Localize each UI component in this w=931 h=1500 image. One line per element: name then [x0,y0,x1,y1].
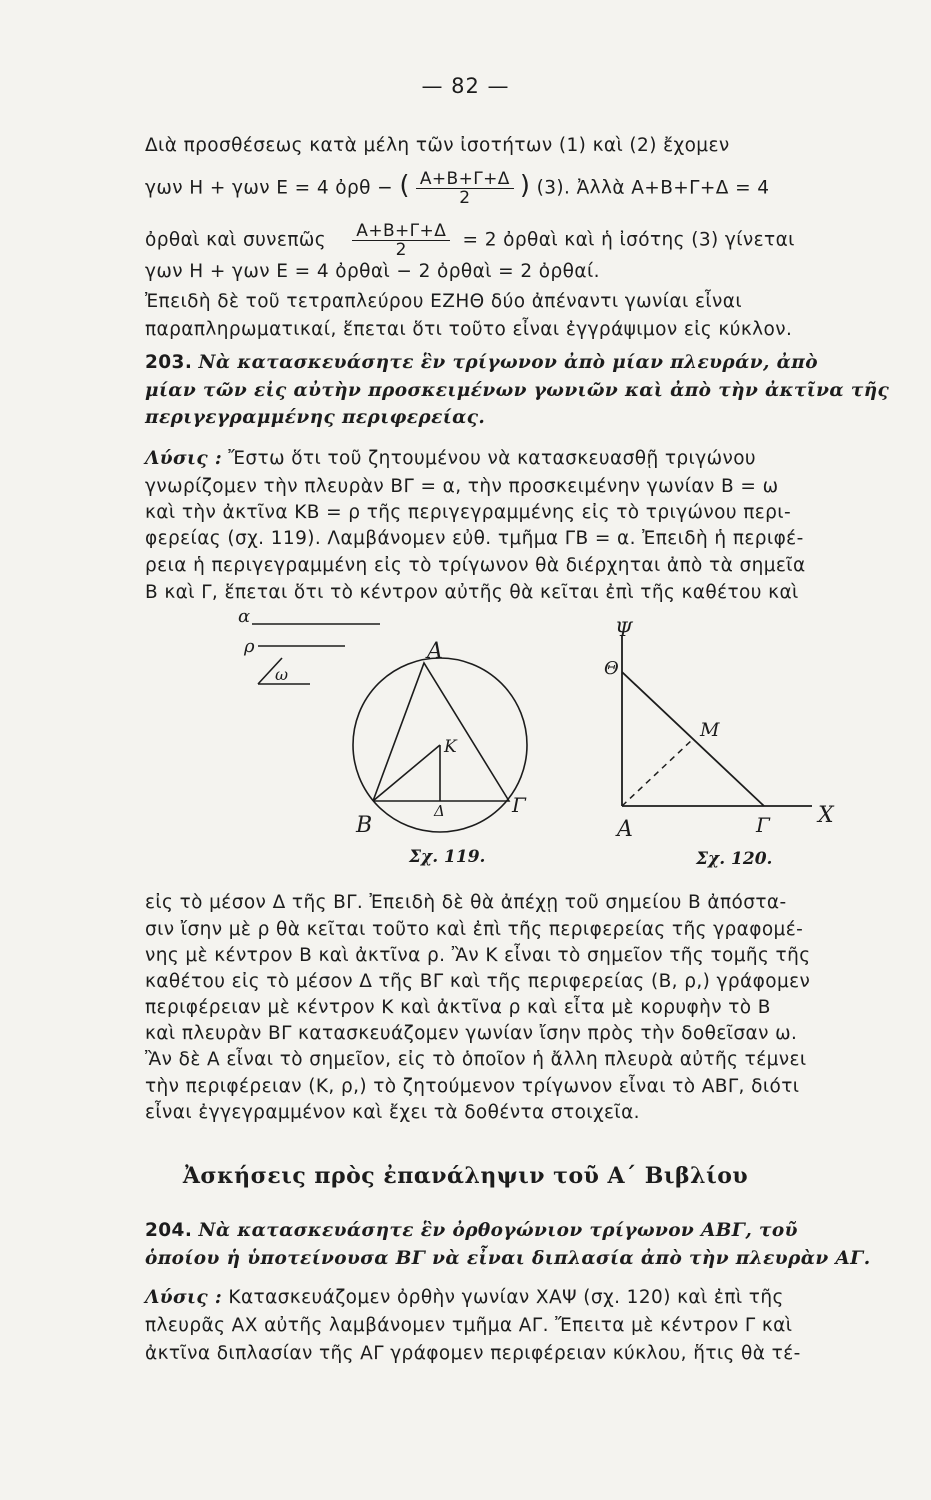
text-line: καθέτου εἰς τὸ μέσον Δ τῆς ΒΓ καὶ τῆς περιφερείας (Β, ρ,) γράφομεν [145,971,811,992]
text-line: ἀκτῖνα διπλασίαν τῆς ΑΓ γράφομεν περιφέρειαν κύκλου, ἥτις θὰ τέ- [145,1343,801,1364]
equation-text: γων Η + γων Ε = 4 ὀρθ − [145,177,394,199]
text-line: καὶ τὴν ἀκτῖνα ΚΒ = ρ τῆς περιγεγραμμένης εἰς τὸ τριγώνου περι- [145,502,792,523]
figure-119 [353,639,527,867]
problem-statement: μίαν τῶν εἰς αὐτὴν προσκειμένων γωνιῶν καὶ ἀπὸ τὴν ἀκτῖνα τῆς [145,380,890,401]
text-line: Ἐπειδὴ δὲ τοῦ τετραπλεύρου ΕΖΗΘ δύο ἀπέναντι γωνίαι εἶναι [145,291,742,312]
point-g-label: Γ [512,793,526,817]
fraction-numerator: Α+Β+Γ+Δ [416,170,514,189]
paren-open: ( [399,170,410,201]
fraction-numerator: Α+Β+Γ+Δ [352,222,450,241]
point-g-label: Γ [756,813,770,837]
text-line: τὴν περιφέρειαν (Κ, ρ,) τὸ ζητούμενον τρίγωνον εἶναι τὸ ΑΒΓ, διότι [145,1076,800,1097]
figure-119-caption: Σχ. 119. [409,847,486,867]
solution-text: Ἔστω ὅτι τοῦ ζητουμένου νὰ κατασκευασθῇ τριγώνου [228,448,757,469]
equation-text: ὀρθαὶ καὶ συνεπῶς [145,229,327,251]
equation-text: = 2 ὀρθαὶ καὶ ἡ ἰσότης (3) γίνεται [462,229,795,251]
point-theta-label: Θ [604,658,619,679]
text-line: ρεια ἡ περιγεγραμμένη εἰς τὸ τρίγωνον θὰ διέρχηται ἀπὸ τὰ σημεῖα [145,555,806,576]
omega-label: ω [275,665,289,684]
equation-text: (3). Ἀλλὰ Α+Β+Γ+Δ = 4 [536,177,770,199]
page-number: — 82 — [421,74,510,98]
text-line: νης μὲ κέντρον Β καὶ ἀκτῖνα ρ. Ἂν Κ εἶναι τὸ σημεῖον τῆς τομῆς τῆς [145,945,811,966]
point-b-label: Β [356,813,373,838]
problem-number: 203. [145,352,193,373]
text-line: Ἂν δὲ Α εἶναι τὸ σημεῖον, εἰς τὸ ὁποῖον ἡ ἄλλη πλευρὰ αὐτῆς τέμνει [145,1049,807,1070]
point-x-label: Χ [818,803,834,828]
problem-number: 204. [145,1220,193,1241]
solution-text: Κατασκευάζομεν ὀρθὴν γωνίαν ΧΑΨ (σχ. 120) καὶ ἐπὶ τῆς [228,1287,784,1308]
section-heading: Ἀσκήσεις πρὸς ἐπανάληψιν τοῦ Α΄ Βιβλίου [182,1163,749,1189]
point-k-label: Κ [444,737,457,757]
text-line: παραπληρωματικαί, ἕπεται ὅτι τοῦτο εἶναι ἐγγράψιμον εἰς κύκλον. [145,319,793,340]
fraction-denominator: 2 [459,188,471,208]
figure-120 [604,617,835,869]
text-line: Διὰ προσθέσεως κατὰ μέλη τῶν ἰσοτήτων (1) καὶ (2) ἔχομεν [145,135,730,156]
problem-statement: ὁποίου ἡ ὑποτείνουσα ΒΓ νὰ εἶναι διπλασία ἀπὸ τὴν πλευρὰν ΑΓ. [145,1248,871,1269]
figure-120-caption: Σχ. 120. [696,849,773,869]
solution-line [145,1285,915,1311]
rho-label: ρ [244,636,255,657]
point-d-label: Δ [434,802,445,820]
solution-label: Λύσις : [145,1287,223,1308]
text-line: εἶναι ἐγγεγραμμένον καὶ ἔχει τὰ δοθέντα στοιχεῖα. [145,1102,640,1123]
point-m-label: Μ [700,719,720,741]
text-line: φερείας (σχ. 119). Λαμβάνομεν εὐθ. τμῆμα ΓΒ = α. Ἐπειδὴ ἡ περιφέ- [145,528,804,549]
text-line: περιφέρειαν μὲ κέντρον Κ καὶ ἀκτῖνα ρ καὶ εἶτα μὲ κορυφὴν τὸ Β [145,997,771,1018]
text-line: σιν ἴσην μὲ ρ θὰ κεῖται τοῦτο καὶ ἐπὶ τῆς περιφερείας τῆς γραφομέ- [145,919,804,940]
point-psi-label: Ψ [615,617,633,641]
fraction-denominator: 2 [395,240,407,260]
alpha-label: α [238,606,251,627]
problem-204-line [145,1218,915,1244]
paren-close: ) [519,170,531,201]
text-line: γνωρίζομεν τὴν πλευρὰν ΒΓ = α, τὴν προσκειμένην γωνίαν Β = ω [145,476,779,497]
text-line: εἰς τὸ μέσον Δ τῆς ΒΓ. Ἐπειδὴ δὲ θὰ ἀπέχῃ τοῦ σημείου Β ἀπόστα- [145,892,787,913]
problem-statement: Νὰ κατασκευάσητε ἓν τρίγωνον ἀπὸ μίαν πλευράν, ἀπὸ [198,352,818,373]
given-data [238,606,380,684]
text-line: Β καὶ Γ, ἕπεται ὅτι τὸ κέντρον αὐτῆς θὰ κεῖται ἐπὶ τῆς καθέτου καὶ [145,582,799,603]
text-line: γων Η + γων Ε = 4 ὀρθαὶ − 2 ὀρθαὶ = 2 ὀρθαί. [145,261,600,282]
point-a-label: Α [617,817,633,842]
problem-statement: περιγεγραμμένης περιφερείας. [145,407,486,428]
triangle-abg [373,663,509,801]
median-am [622,739,693,806]
text-line: πλευρᾶς ΑΧ αὐτῆς λαμβάνομεν τμῆμα ΑΓ. Ἔπειτα μὲ κέντρον Γ καὶ [145,1315,793,1336]
solution-label: Λύσις : [145,448,223,469]
problem-statement: Νὰ κατασκευάσητε ἓν ὀρθογώνιον τρίγωνον ΑΒΓ, τοῦ [198,1220,798,1241]
text-line: καὶ πλευρὰν ΒΓ κατασκευάζομεν γωνίαν ἴσην πρὸς τὴν δοθεῖσαν ω. [145,1023,798,1044]
point-a-label: Α [427,639,443,664]
